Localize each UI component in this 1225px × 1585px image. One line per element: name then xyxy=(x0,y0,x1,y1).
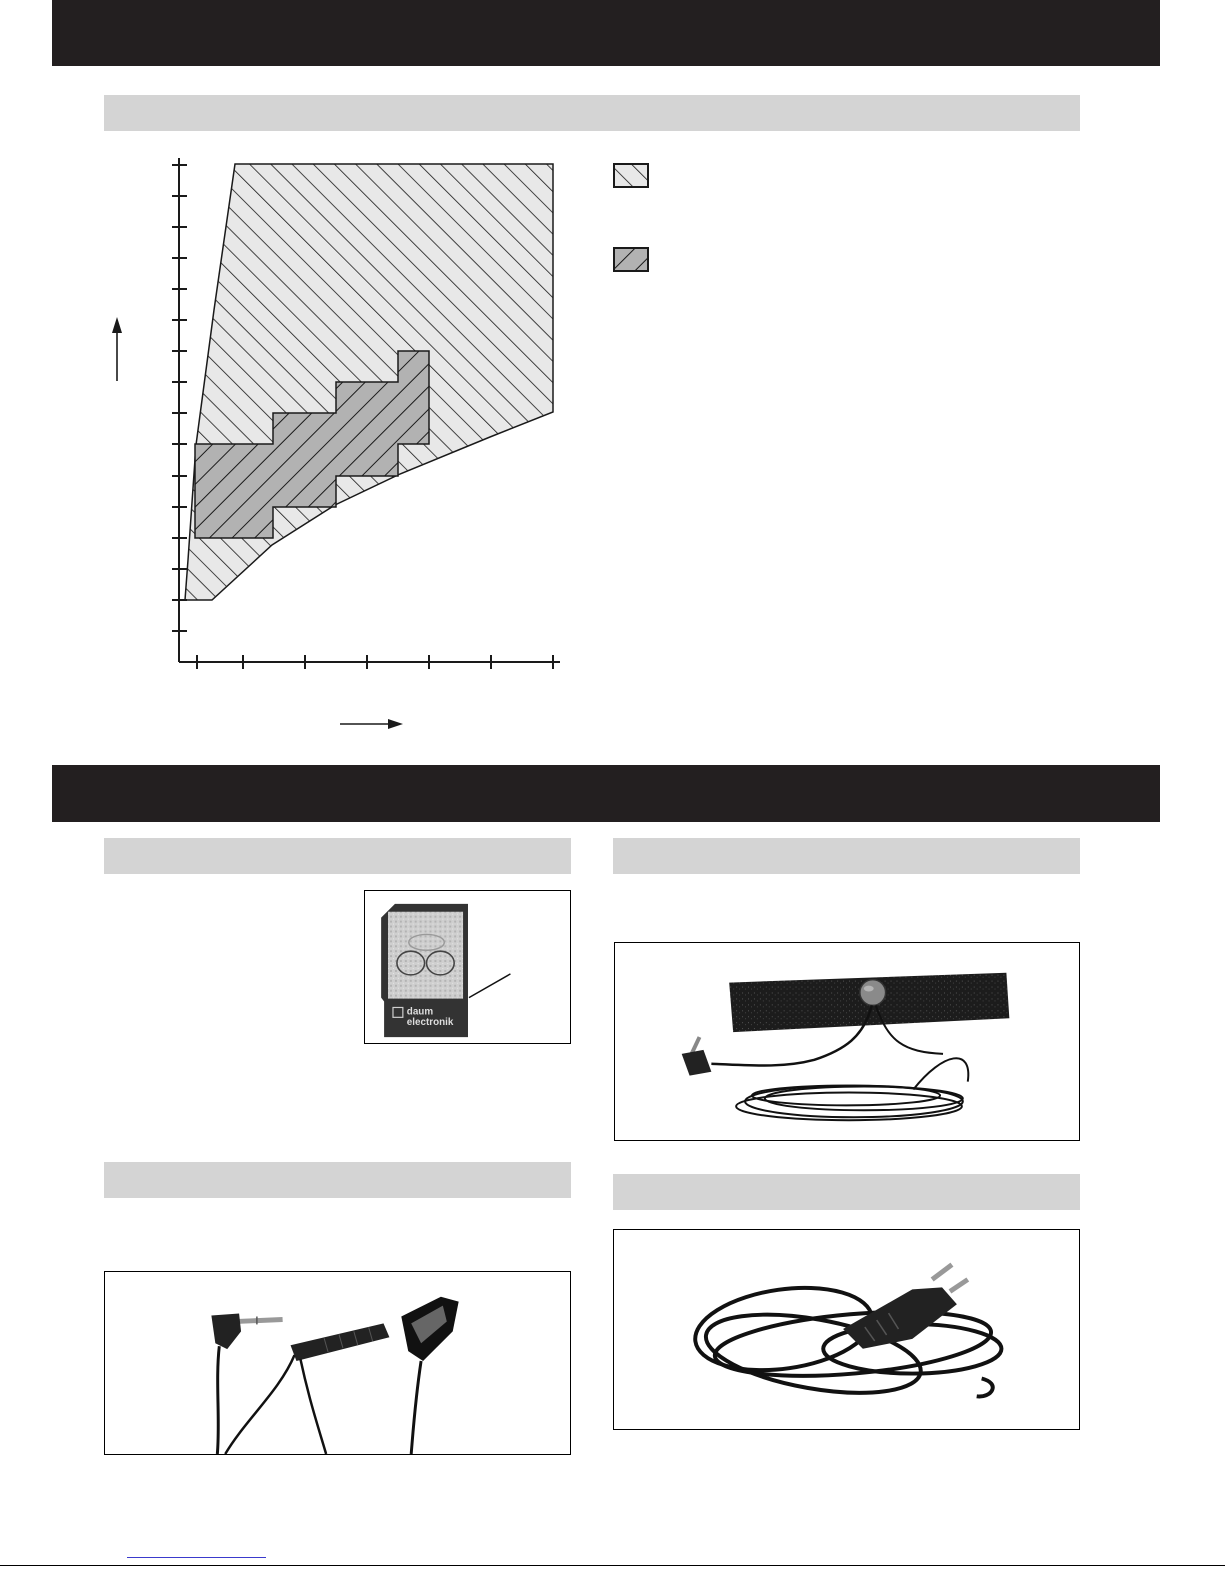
top-section-bar xyxy=(52,0,1160,66)
ear-clip-jack-cable xyxy=(217,1346,219,1454)
page-footer-rule xyxy=(0,1565,1225,1566)
sd-card-label xyxy=(388,912,463,999)
chest-belt-cable-coil xyxy=(736,1058,968,1120)
sd-card-pointer-line xyxy=(469,974,510,998)
chest-belt-subheader-bar xyxy=(613,838,1080,874)
ear-clip-jack-body xyxy=(211,1314,241,1350)
ear-clip-jack-pin xyxy=(237,1319,283,1321)
sd-card-photo xyxy=(364,890,571,1044)
power-cord-coil xyxy=(690,1277,1002,1406)
chest-belt-button-highlight xyxy=(864,986,874,992)
ear-clip-sensor-cable-right xyxy=(300,1359,326,1454)
power-cord-plug-pin-top xyxy=(932,1265,952,1280)
accessories-section-bar xyxy=(52,765,1160,822)
power-cord-illustration xyxy=(614,1230,1079,1429)
chest-belt-jack-body xyxy=(682,1050,712,1076)
ear-clip-sensor-tube xyxy=(291,1323,390,1361)
chart-subheader-bar xyxy=(104,95,1080,131)
power-cord-photo xyxy=(613,1229,1080,1430)
hatch-dark-swatch-icon xyxy=(614,248,648,271)
ear-clip-subheader-bar xyxy=(104,1162,571,1198)
sd-card-brand-line2: electronik xyxy=(406,1017,454,1029)
hatch-light-swatch-icon xyxy=(614,164,648,187)
power-cord-plug-body xyxy=(843,1287,957,1348)
power-cord-subheader-bar xyxy=(613,1174,1080,1210)
sd-card-illustration xyxy=(365,891,570,1043)
arrow-right-icon xyxy=(340,719,403,729)
arrow-up-icon xyxy=(112,317,122,381)
ear-clip-photo xyxy=(104,1271,571,1455)
ear-clip-illustration xyxy=(105,1272,570,1454)
chest-belt-photo xyxy=(614,942,1080,1141)
link-underline xyxy=(127,1557,266,1558)
sd-card-brand-line1: daum xyxy=(406,1006,434,1018)
sd-card-subheader-bar xyxy=(104,838,571,874)
ear-clip-clip-cable xyxy=(411,1361,421,1454)
chest-belt-sensor-button xyxy=(860,980,886,1006)
chest-belt-illustration xyxy=(615,943,1079,1140)
ear-clip-sensor-cable-left xyxy=(225,1355,294,1454)
range-diagram xyxy=(0,140,700,750)
power-cord-plug-pin-bottom xyxy=(950,1280,968,1292)
